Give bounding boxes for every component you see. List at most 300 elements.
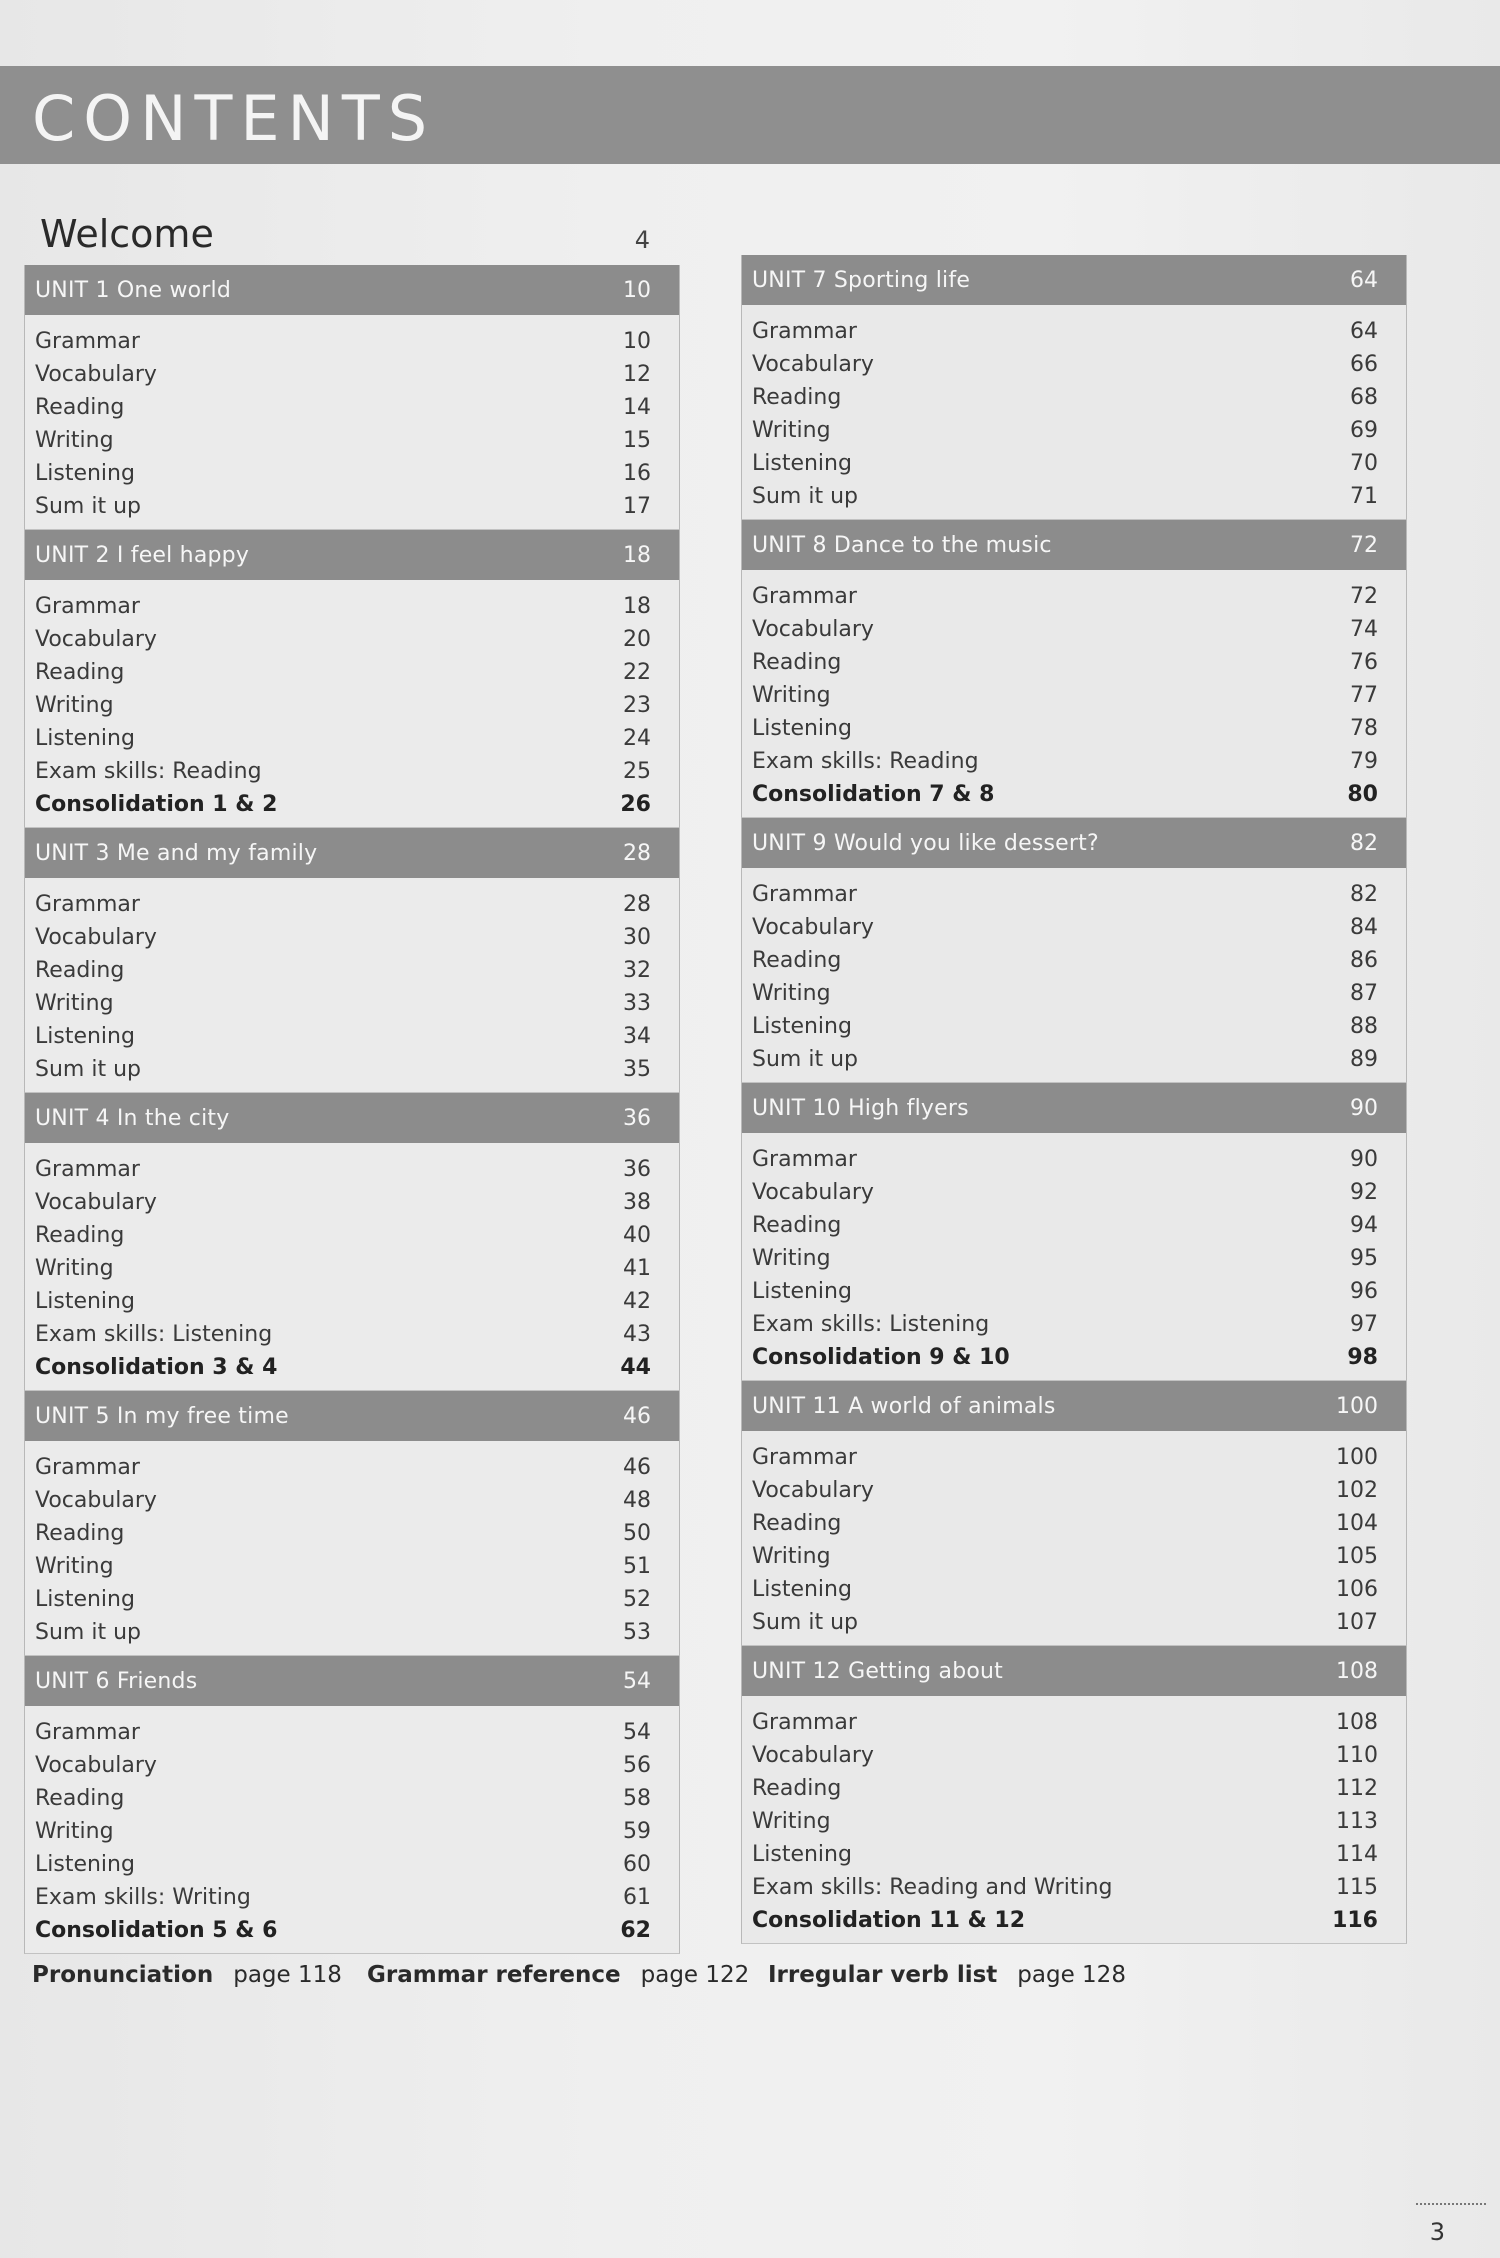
- entry-page: 18: [623, 594, 651, 619]
- entry-label: Grammar: [35, 892, 140, 917]
- contents-entry[interactable]: [742, 1706, 1406, 1739]
- contents-entry[interactable]: [25, 1020, 679, 1053]
- unit-page: 108: [1336, 1658, 1378, 1684]
- unit-title: UNIT 3 Me and my family: [35, 840, 318, 866]
- contents-entry[interactable]: [25, 987, 679, 1020]
- entry-label: Grammar: [35, 329, 140, 354]
- contents-entry[interactable]: [742, 1441, 1406, 1474]
- entry-label: Writing: [35, 428, 114, 453]
- entry-page: 77: [1350, 683, 1378, 708]
- entry-label: Exam skills: Reading and Writing: [752, 1875, 1113, 1900]
- footer-references: [32, 1962, 1132, 2002]
- contents-entry[interactable]: [25, 1815, 679, 1848]
- contents-entry[interactable]: [25, 1285, 679, 1318]
- unit-title: UNIT 8 Dance to the music: [752, 532, 1052, 558]
- contents-entry[interactable]: [742, 613, 1406, 646]
- entry-page: 16: [623, 461, 651, 486]
- entry-label: Sum it up: [35, 1057, 141, 1082]
- contents-entry[interactable]: [742, 381, 1406, 414]
- contents-entry[interactable]: [25, 1716, 679, 1749]
- entry-label: Grammar: [35, 1455, 140, 1480]
- contents-entry[interactable]: [25, 788, 679, 821]
- contents-entry[interactable]: [742, 1341, 1406, 1374]
- unit-title: UNIT 7 Sporting life: [752, 267, 971, 293]
- unit-page: 100: [1336, 1393, 1378, 1419]
- entry-page: 56: [623, 1753, 651, 1778]
- entry-label: Reading: [752, 1213, 842, 1238]
- entry-label: Sum it up: [752, 1610, 858, 1635]
- contents-entry[interactable]: [25, 1153, 679, 1186]
- contents-entry[interactable]: [25, 1219, 679, 1252]
- entry-page: 41: [623, 1256, 651, 1281]
- contents-entry[interactable]: [25, 1186, 679, 1219]
- unit-items: [742, 305, 1406, 519]
- welcome-page: 4: [634, 226, 650, 254]
- entry-page: 89: [1350, 1047, 1378, 1072]
- contents-entry[interactable]: [25, 656, 679, 689]
- entry-label: Consolidation 1 & 2: [35, 792, 278, 817]
- entry-page: 64: [1350, 319, 1378, 344]
- entry-label: Reading: [35, 395, 125, 420]
- footer-label: Irregular verb list: [768, 1962, 998, 1988]
- unit-header[interactable]: [742, 1083, 1406, 1133]
- contents-entry[interactable]: [742, 679, 1406, 712]
- entry-label: Reading: [35, 958, 125, 983]
- entry-page: 36: [623, 1157, 651, 1182]
- entry-page: 43: [623, 1322, 651, 1347]
- entry-page: 113: [1336, 1809, 1378, 1834]
- contents-entry[interactable]: [25, 590, 679, 623]
- unit-block: [24, 1391, 680, 1656]
- contents-column-left: [24, 265, 680, 1954]
- contents-entry[interactable]: [742, 480, 1406, 513]
- footer-page: page 118: [233, 1962, 342, 1988]
- contents-entry[interactable]: [742, 745, 1406, 778]
- unit-block: [741, 255, 1407, 520]
- unit-title: UNIT 6 Friends: [35, 1668, 198, 1694]
- entry-page: 44: [620, 1355, 651, 1380]
- entry-page: 116: [1332, 1908, 1378, 1933]
- unit-header[interactable]: [25, 1391, 679, 1441]
- unit-header[interactable]: [25, 828, 679, 878]
- unit-block: [741, 1083, 1407, 1381]
- entry-label: Vocabulary: [35, 362, 157, 387]
- entry-label: Listening: [35, 1024, 135, 1049]
- contents-entry[interactable]: [25, 1782, 679, 1815]
- entry-label: Listening: [35, 1852, 135, 1877]
- unit-header[interactable]: [742, 1646, 1406, 1696]
- entry-label: Reading: [35, 1521, 125, 1546]
- unit-items: [25, 1441, 679, 1655]
- unit-title: UNIT 4 In the city: [35, 1105, 230, 1131]
- entry-label: Vocabulary: [752, 617, 874, 642]
- contents-entry[interactable]: [742, 1739, 1406, 1772]
- unit-items: [25, 1706, 679, 1953]
- entry-page: 69: [1350, 418, 1378, 443]
- contents-entry[interactable]: [25, 490, 679, 523]
- entry-page: 59: [623, 1819, 651, 1844]
- entry-label: Sum it up: [752, 484, 858, 509]
- contents-entry[interactable]: [742, 1540, 1406, 1573]
- unit-items: [25, 580, 679, 827]
- unit-title: UNIT 5 In my free time: [35, 1403, 289, 1429]
- entry-page: 71: [1350, 484, 1378, 509]
- entry-page: 95: [1350, 1246, 1378, 1271]
- unit-block: [741, 818, 1407, 1083]
- contents-entry[interactable]: [742, 1209, 1406, 1242]
- contents-entry[interactable]: [25, 755, 679, 788]
- contents-entry[interactable]: [25, 358, 679, 391]
- entry-label: Reading: [35, 1223, 125, 1248]
- entry-label: Grammar: [752, 1710, 857, 1735]
- entry-label: Vocabulary: [752, 1478, 874, 1503]
- unit-items: [742, 1431, 1406, 1645]
- entry-label: Reading: [752, 650, 842, 675]
- footer-grammar-reference[interactable]: [367, 1962, 749, 1988]
- footer-page: page 122: [640, 1962, 750, 1988]
- unit-block: [24, 1093, 680, 1391]
- contents-entry[interactable]: [742, 712, 1406, 745]
- unit-block: [741, 1646, 1407, 1944]
- contents-entry[interactable]: [742, 911, 1406, 944]
- contents-entry[interactable]: [742, 348, 1406, 381]
- page-title: CONTENTS: [32, 82, 436, 155]
- entry-label: Sum it up: [35, 1620, 141, 1645]
- entry-label: Vocabulary: [752, 1743, 874, 1768]
- contents-column-right: [741, 255, 1407, 1944]
- entry-label: Reading: [35, 660, 125, 685]
- unit-title: UNIT 10 High flyers: [752, 1095, 969, 1121]
- contents-entry[interactable]: [25, 1881, 679, 1914]
- unit-title: UNIT 1 One world: [35, 277, 232, 303]
- unit-page: 54: [623, 1668, 651, 1694]
- contents-entry[interactable]: [742, 646, 1406, 679]
- unit-header[interactable]: [742, 1381, 1406, 1431]
- entry-label: Reading: [752, 948, 842, 973]
- entry-page: 76: [1350, 650, 1378, 675]
- contents-entry[interactable]: [25, 1616, 679, 1649]
- contents-entry[interactable]: [25, 391, 679, 424]
- entry-page: 70: [1350, 451, 1378, 476]
- entry-page: 78: [1350, 716, 1378, 741]
- entry-page: 14: [623, 395, 651, 420]
- entry-page: 82: [1350, 882, 1378, 907]
- entry-page: 46: [623, 1455, 651, 1480]
- entry-page: 61: [623, 1885, 651, 1910]
- entry-label: Grammar: [752, 584, 857, 609]
- contents-entry[interactable]: [742, 1043, 1406, 1076]
- entry-page: 17: [623, 494, 651, 519]
- entry-label: Reading: [35, 1786, 125, 1811]
- entry-label: Vocabulary: [35, 1190, 157, 1215]
- unit-page: 10: [623, 277, 651, 303]
- entry-page: 30: [623, 925, 651, 950]
- entry-label: Listening: [752, 1577, 852, 1602]
- entry-label: Grammar: [752, 1445, 857, 1470]
- contents-entry[interactable]: [25, 1451, 679, 1484]
- entry-label: Writing: [35, 1819, 114, 1844]
- contents-entry[interactable]: [742, 447, 1406, 480]
- entry-label: Exam skills: Listening: [752, 1312, 990, 1337]
- entry-page: 10: [623, 329, 651, 354]
- entry-page: 98: [1347, 1345, 1378, 1370]
- entry-label: Reading: [752, 385, 842, 410]
- entry-page: 72: [1350, 584, 1378, 609]
- entry-label: Consolidation 3 & 4: [35, 1355, 278, 1380]
- entry-label: Writing: [752, 981, 831, 1006]
- contents-entry[interactable]: [742, 1143, 1406, 1176]
- entry-label: Vocabulary: [35, 1753, 157, 1778]
- entry-label: Reading: [752, 1776, 842, 1801]
- contents-entry[interactable]: [742, 944, 1406, 977]
- page-number-rule: [1416, 2203, 1486, 2205]
- contents-entry[interactable]: [742, 1010, 1406, 1043]
- entry-label: Writing: [35, 991, 114, 1016]
- contents-entry[interactable]: [25, 1517, 679, 1550]
- entry-label: Writing: [752, 1544, 831, 1569]
- entry-page: 48: [623, 1488, 651, 1513]
- unit-block: [24, 530, 680, 828]
- entry-label: Grammar: [35, 1157, 140, 1182]
- entry-page: 102: [1336, 1478, 1378, 1503]
- unit-header[interactable]: [742, 255, 1406, 305]
- entry-label: Listening: [35, 461, 135, 486]
- unit-block: [24, 828, 680, 1093]
- entry-page: 25: [623, 759, 651, 784]
- unit-items: [742, 570, 1406, 817]
- contents-entry[interactable]: [25, 888, 679, 921]
- entry-page: 53: [623, 1620, 651, 1645]
- contents-entry[interactable]: [742, 1275, 1406, 1308]
- entry-page: 23: [623, 693, 651, 718]
- entry-page: 97: [1350, 1312, 1378, 1337]
- unit-page: 36: [623, 1105, 651, 1131]
- contents-entry[interactable]: [25, 722, 679, 755]
- contents-entry[interactable]: [742, 1904, 1406, 1937]
- contents-entry[interactable]: [742, 878, 1406, 911]
- contents-entry[interactable]: [25, 1550, 679, 1583]
- entry-page: 68: [1350, 385, 1378, 410]
- entry-label: Exam skills: Reading: [35, 759, 262, 784]
- footer-irregular-verb-list[interactable]: [768, 1962, 1126, 1988]
- contents-entry[interactable]: [742, 1507, 1406, 1540]
- unit-items: [742, 868, 1406, 1082]
- entry-label: Grammar: [752, 319, 857, 344]
- entry-page: 51: [623, 1554, 651, 1579]
- entry-page: 114: [1336, 1842, 1378, 1867]
- unit-page: 64: [1350, 267, 1378, 293]
- contents-entry[interactable]: [742, 1772, 1406, 1805]
- entry-page: 104: [1336, 1511, 1378, 1536]
- unit-page: 18: [623, 542, 651, 568]
- unit-header[interactable]: [25, 1656, 679, 1706]
- contents-entry[interactable]: [25, 954, 679, 987]
- unit-page: 90: [1350, 1095, 1378, 1121]
- entry-label: Sum it up: [35, 494, 141, 519]
- entry-label: Writing: [35, 1554, 114, 1579]
- entry-label: Grammar: [752, 882, 857, 907]
- entry-label: Consolidation 11 & 12: [752, 1908, 1026, 1933]
- unit-items: [742, 1133, 1406, 1380]
- unit-items: [742, 1696, 1406, 1943]
- entry-page: 60: [623, 1852, 651, 1877]
- entry-page: 58: [623, 1786, 651, 1811]
- entry-page: 74: [1350, 617, 1378, 642]
- contents-entry[interactable]: [25, 1318, 679, 1351]
- unit-header[interactable]: [25, 1093, 679, 1143]
- contents-entry[interactable]: [742, 580, 1406, 613]
- contents-entry[interactable]: [25, 623, 679, 656]
- entry-page: 86: [1350, 948, 1378, 973]
- unit-header[interactable]: [742, 818, 1406, 868]
- entry-label: Writing: [35, 693, 114, 718]
- contents-entry[interactable]: [742, 1573, 1406, 1606]
- entry-page: 79: [1350, 749, 1378, 774]
- contents-entry[interactable]: [742, 1176, 1406, 1209]
- entry-page: 12: [623, 362, 651, 387]
- unit-header[interactable]: [25, 530, 679, 580]
- contents-entry[interactable]: [25, 689, 679, 722]
- entry-label: Vocabulary: [35, 925, 157, 950]
- entry-page: 112: [1336, 1776, 1378, 1801]
- entry-label: Listening: [752, 1014, 852, 1039]
- entry-label: Vocabulary: [35, 1488, 157, 1513]
- contents-entry[interactable]: [742, 778, 1406, 811]
- entry-page: 34: [623, 1024, 651, 1049]
- contents-entry[interactable]: [25, 1053, 679, 1086]
- entry-label: Reading: [752, 1511, 842, 1536]
- entry-label: Listening: [35, 1587, 135, 1612]
- entry-label: Grammar: [35, 1720, 140, 1745]
- entry-page: 52: [623, 1587, 651, 1612]
- unit-page: 82: [1350, 830, 1378, 856]
- welcome-entry[interactable]: [40, 212, 650, 262]
- entry-label: Writing: [752, 1809, 831, 1834]
- contents-entry[interactable]: [25, 325, 679, 358]
- entry-page: 38: [623, 1190, 651, 1215]
- entry-page: 33: [623, 991, 651, 1016]
- entry-page: 110: [1336, 1743, 1378, 1768]
- contents-entry[interactable]: [742, 315, 1406, 348]
- contents-entry[interactable]: [742, 1838, 1406, 1871]
- entry-label: Sum it up: [752, 1047, 858, 1072]
- entry-page: 94: [1350, 1213, 1378, 1238]
- entry-page: 96: [1350, 1279, 1378, 1304]
- entry-page: 88: [1350, 1014, 1378, 1039]
- entry-label: Listening: [752, 1279, 852, 1304]
- entry-label: Listening: [35, 726, 135, 751]
- entry-label: Listening: [752, 1842, 852, 1867]
- contents-entry[interactable]: [742, 977, 1406, 1010]
- contents-entry[interactable]: [742, 1242, 1406, 1275]
- entry-label: Consolidation 9 & 10: [752, 1345, 1010, 1370]
- entry-page: 115: [1336, 1875, 1378, 1900]
- contents-entry[interactable]: [742, 1805, 1406, 1838]
- contents-entry[interactable]: [25, 1484, 679, 1517]
- contents-entry[interactable]: [25, 1914, 679, 1947]
- unit-block: [741, 1381, 1407, 1646]
- entry-label: Exam skills: Writing: [35, 1885, 251, 1910]
- contents-entry[interactable]: [25, 457, 679, 490]
- entry-page: 24: [623, 726, 651, 751]
- unit-title: UNIT 2 I feel happy: [35, 542, 250, 568]
- entry-label: Listening: [752, 716, 852, 741]
- contents-entry[interactable]: [25, 1351, 679, 1384]
- unit-items: [25, 878, 679, 1092]
- entry-page: 105: [1336, 1544, 1378, 1569]
- unit-title: UNIT 11 A world of animals: [752, 1393, 1056, 1419]
- contents-entry[interactable]: [25, 1583, 679, 1616]
- contents-entry[interactable]: [25, 1749, 679, 1782]
- contents-entry[interactable]: [742, 414, 1406, 447]
- entry-page: 84: [1350, 915, 1378, 940]
- footer-label: Pronunciation: [32, 1962, 214, 1988]
- entry-label: Vocabulary: [752, 915, 874, 940]
- entry-label: Writing: [35, 1256, 114, 1281]
- unit-block: [24, 1656, 680, 1954]
- unit-page: 28: [623, 840, 651, 866]
- entry-label: Consolidation 5 & 6: [35, 1918, 278, 1943]
- unit-page: 46: [623, 1403, 651, 1429]
- entry-label: Exam skills: Listening: [35, 1322, 273, 1347]
- contents-entry[interactable]: [742, 1871, 1406, 1904]
- entry-page: 26: [620, 792, 651, 817]
- contents-entry[interactable]: [742, 1606, 1406, 1639]
- entry-page: 107: [1336, 1610, 1378, 1635]
- unit-header[interactable]: [742, 520, 1406, 570]
- entry-page: 100: [1336, 1445, 1378, 1470]
- entry-label: Consolidation 7 & 8: [752, 782, 995, 807]
- entry-page: 15: [623, 428, 651, 453]
- entry-label: Vocabulary: [752, 1180, 874, 1205]
- contents-entry[interactable]: [25, 424, 679, 457]
- entry-page: 108: [1336, 1710, 1378, 1735]
- unit-block: [741, 520, 1407, 818]
- unit-items: [25, 315, 679, 529]
- entry-page: 35: [623, 1057, 651, 1082]
- welcome-label: Welcome: [40, 212, 214, 256]
- entry-page: 90: [1350, 1147, 1378, 1172]
- entry-page: 92: [1350, 1180, 1378, 1205]
- unit-header[interactable]: [25, 265, 679, 315]
- entry-page: 106: [1336, 1577, 1378, 1602]
- unit-block: [24, 265, 680, 530]
- entry-page: 42: [623, 1289, 651, 1314]
- entry-label: Vocabulary: [35, 627, 157, 652]
- entry-page: 32: [623, 958, 651, 983]
- entry-page: 28: [623, 892, 651, 917]
- contents-entry[interactable]: [742, 1474, 1406, 1507]
- entry-label: Listening: [752, 451, 852, 476]
- entry-label: Writing: [752, 418, 831, 443]
- contents-entry[interactable]: [25, 921, 679, 954]
- entry-label: Writing: [752, 1246, 831, 1271]
- entry-page: 62: [620, 1918, 651, 1943]
- entry-label: Listening: [35, 1289, 135, 1314]
- entry-label: Grammar: [752, 1147, 857, 1172]
- page-number: 3: [1429, 2218, 1445, 2246]
- unit-title: UNIT 9 Would you like dessert?: [752, 830, 1099, 856]
- footer-pronunciation[interactable]: [32, 1962, 342, 1988]
- contents-entry[interactable]: [25, 1848, 679, 1881]
- footer-page: page 128: [1017, 1962, 1126, 1988]
- entry-label: Writing: [752, 683, 831, 708]
- contents-entry[interactable]: [742, 1308, 1406, 1341]
- unit-page: 72: [1350, 532, 1378, 558]
- contents-entry[interactable]: [25, 1252, 679, 1285]
- entry-page: 22: [623, 660, 651, 685]
- footer-label: Grammar reference: [367, 1962, 621, 1988]
